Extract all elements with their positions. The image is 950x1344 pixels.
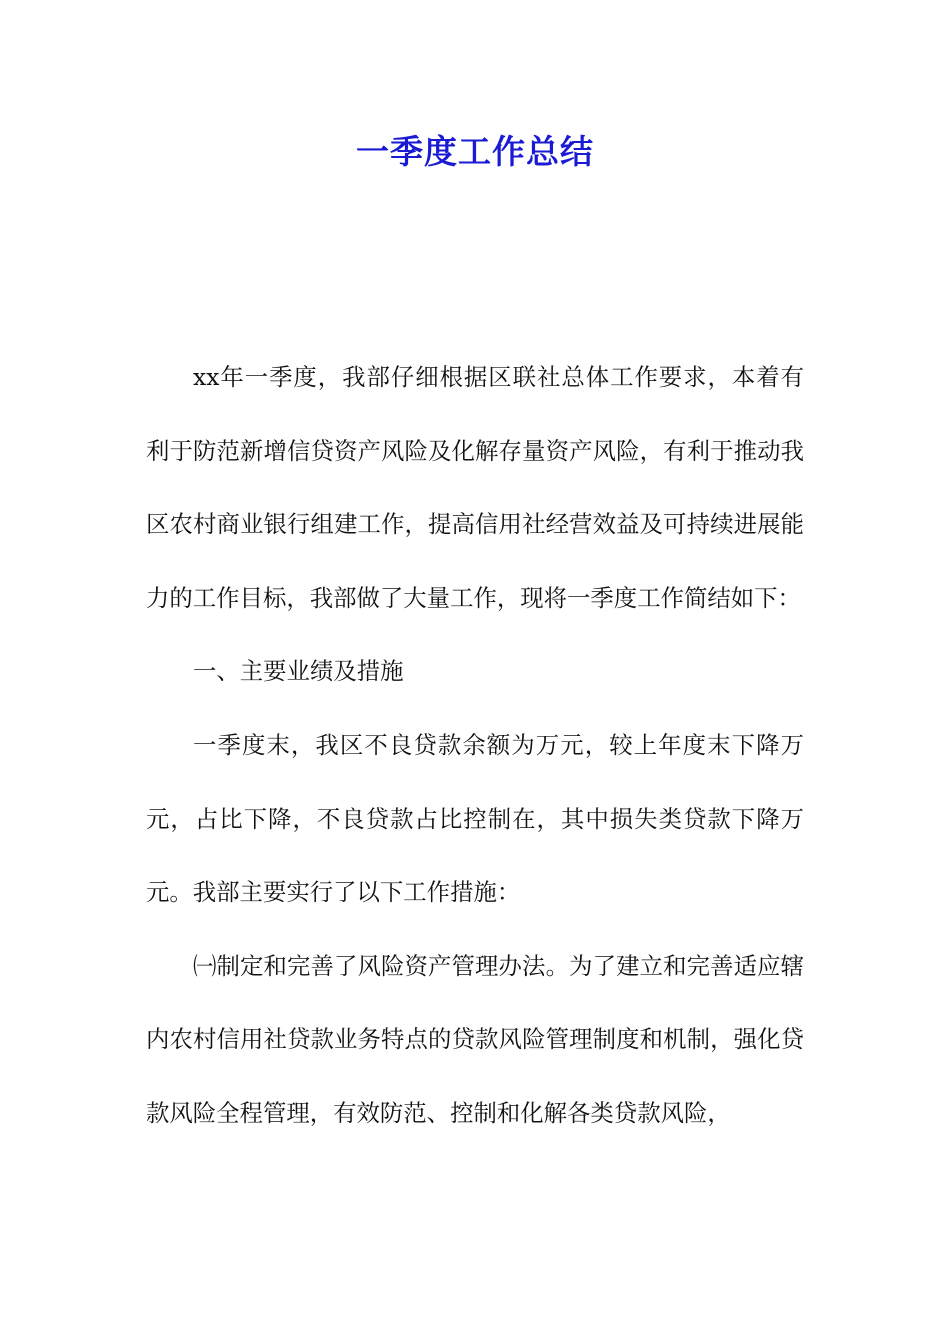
page-title: 一季度工作总结 <box>356 132 594 171</box>
paragraph-intro: xx年一季度，我部仔细根据区联社总体工作要求，本着有利于防范新增信贷资产风险及化解存量资产风险，有利于推动我区农村商业银行组建工作，提高信用社经营效益及可持续进展能力的工作目标，我部做了大量工作，现将一季度工作简结如下： <box>146 363 804 612</box>
section-heading-main-results: 一、主要业绩及措施 <box>193 657 404 686</box>
paragraph-results: 一季度末，我区不良贷款余额为万元，较上年度末下降万元，占比下降，不良贷款占比控制在，其中损失类贷款下降万元。我部主要实行了以下工作措施： <box>146 730 804 907</box>
paragraph-measure-1: ㈠制定和完善了风险资产管理办法。为了建立和完善适应辖内农村信用社贷款业务特点的贷款风险管理制度和机制，强化贷款风险全程管理，有效防范、控制和化解各类贷款风险， <box>146 951 804 1127</box>
document-body <box>146 341 804 1151</box>
